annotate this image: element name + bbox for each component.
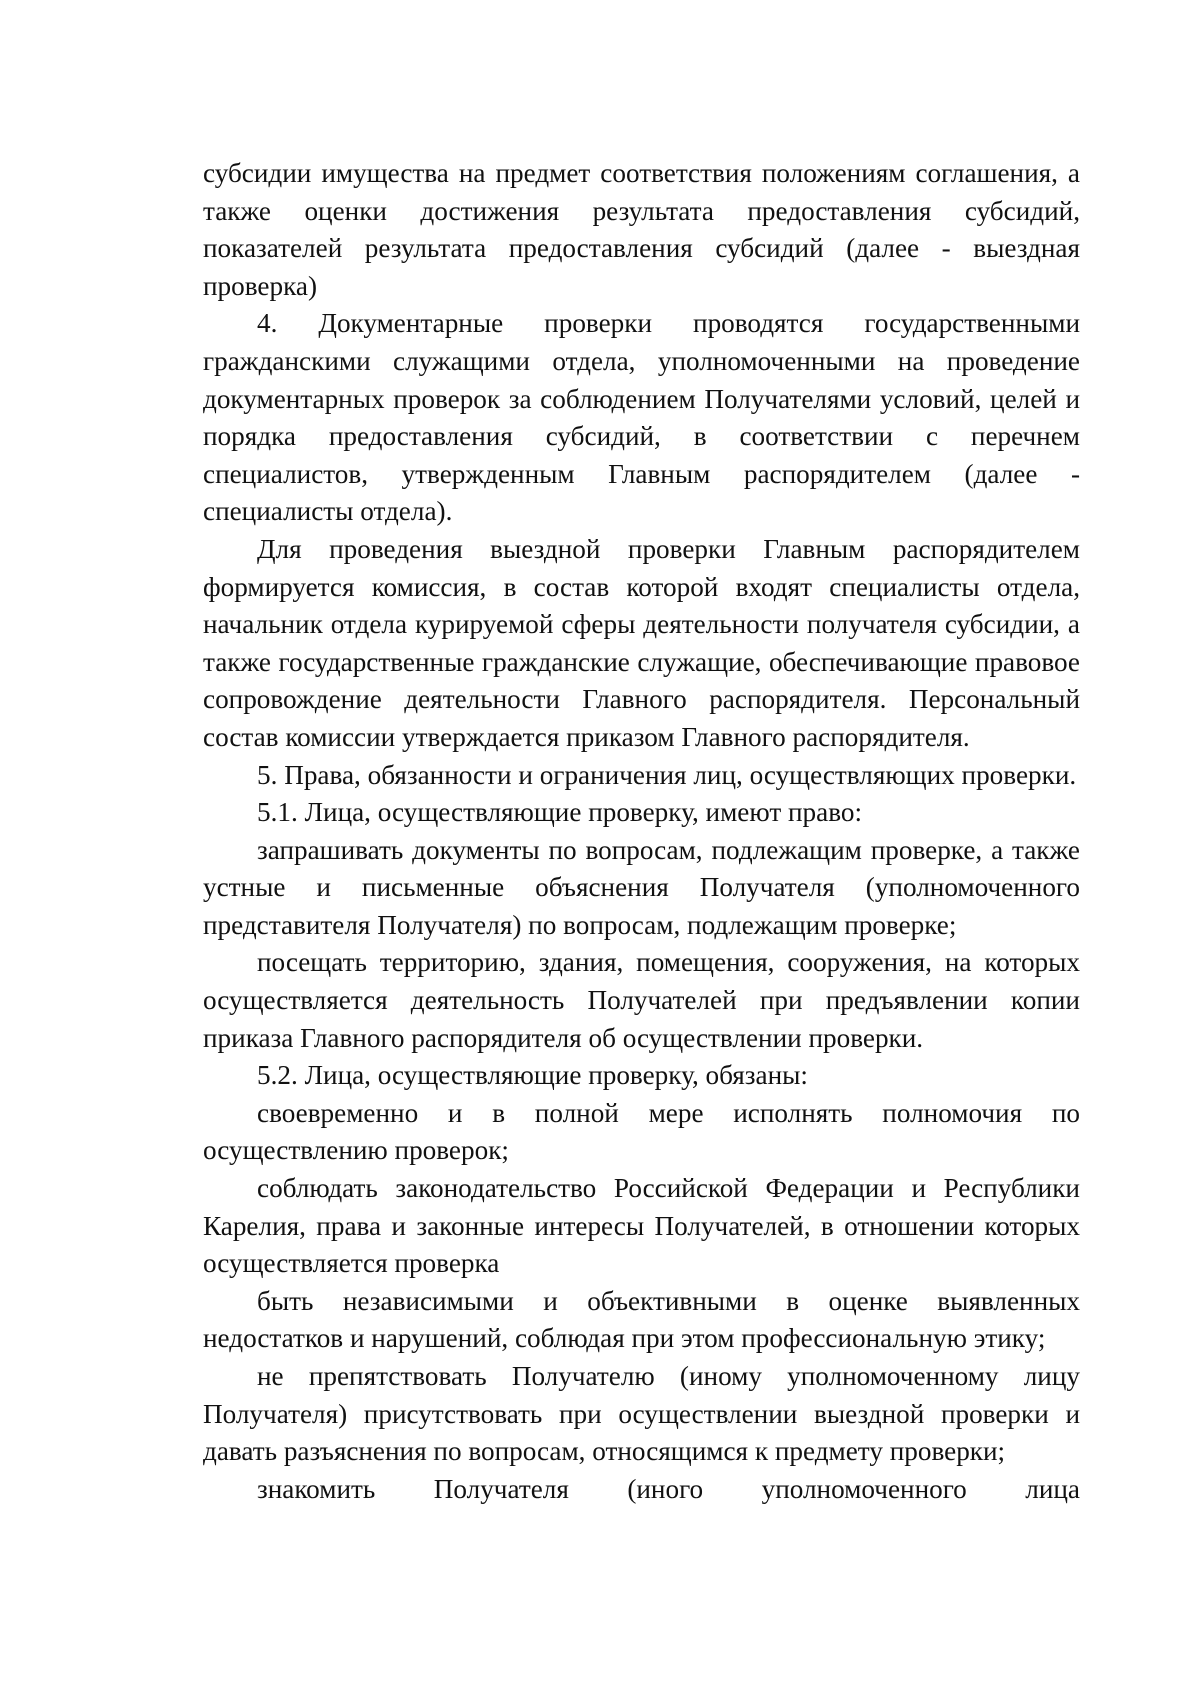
paragraph-duty-comply-law: соблюдать законодательство Российской Федерации и Республики Карелия, права и законные интересы Получателей, в отношении которых осуществляется проверка — [203, 1173, 1080, 1279]
paragraph-item-5-1: 5.1. Лица, осуществляющие проверку, имеют право: — [257, 797, 863, 828]
paragraph-item-4: 4. Документарные проверки проводятся государственными гражданскими служащими отдела, уполномоченными на проведение документарных проверок за соблюдением Получателями условий, целей и порядка предоставления субсидий, в соответствии с перечнем специалистов, утвержденным Главным распорядителем (далее - специалисты отдела). — [203, 308, 1080, 527]
paragraph-item-5-2: 5.2. Лица, осуществляющие проверку, обязаны: — [257, 1060, 808, 1091]
paragraph-item-5: 5. Права, обязанности и ограничения лиц, осуществляющих проверки. — [257, 759, 1077, 790]
paragraph-duty-familiarize: знакомить Получателя (иного уполномоченного лица — [257, 1473, 1080, 1504]
paragraph-duty-independent: быть независимыми и объективными в оценке выявленных недостатков и нарушений, соблюдая при этом профессиональную этику; — [203, 1285, 1080, 1354]
paragraph-commission: Для проведения выездной проверки Главным распорядителем формируется комиссия, в состав которой входят специалисты отдела, начальник отдела курируемой сферы деятельности получателя субсидии, а также государственные гражданские служащие, обеспечивающие правовое сопровождение деятельности Главного распорядителя. Персональный состав комиссии утверждается приказом Главного распорядителя. — [203, 533, 1080, 752]
paragraph-duty-not-obstruct: не препятствовать Получателю (иному уполномоченному лицу Получателя) присутствовать при осуществлении выездной проверки и давать разъяснения по вопросам, относящимся к предмету проверки; — [203, 1361, 1080, 1467]
paragraph-right-request-documents: запрашивать документы по вопросам, подлежащим проверке, а также устные и письменные объяснения Получателя (уполномоченного представителя Получателя) по вопросам, подлежащим проверке; — [203, 834, 1080, 940]
paragraph-right-visit-territory: посещать территорию, здания, помещения, сооружения, на которых осуществляется деятельность Получателей при предъявлении копии приказа Главного распорядителя об осуществлении проверки. — [203, 947, 1080, 1053]
paragraph-continuation: субсидии имущества на предмет соответствия положениям соглашения, а также оценки достижения результата предоставления субсидий, показателей результата предоставления субсидий (далее - выездная проверка) — [203, 158, 1080, 301]
paragraph-duty-timely: своевременно и в полной мере исполнять полномочия по осуществлению проверок; — [203, 1097, 1080, 1166]
document-body — [203, 155, 1080, 1508]
